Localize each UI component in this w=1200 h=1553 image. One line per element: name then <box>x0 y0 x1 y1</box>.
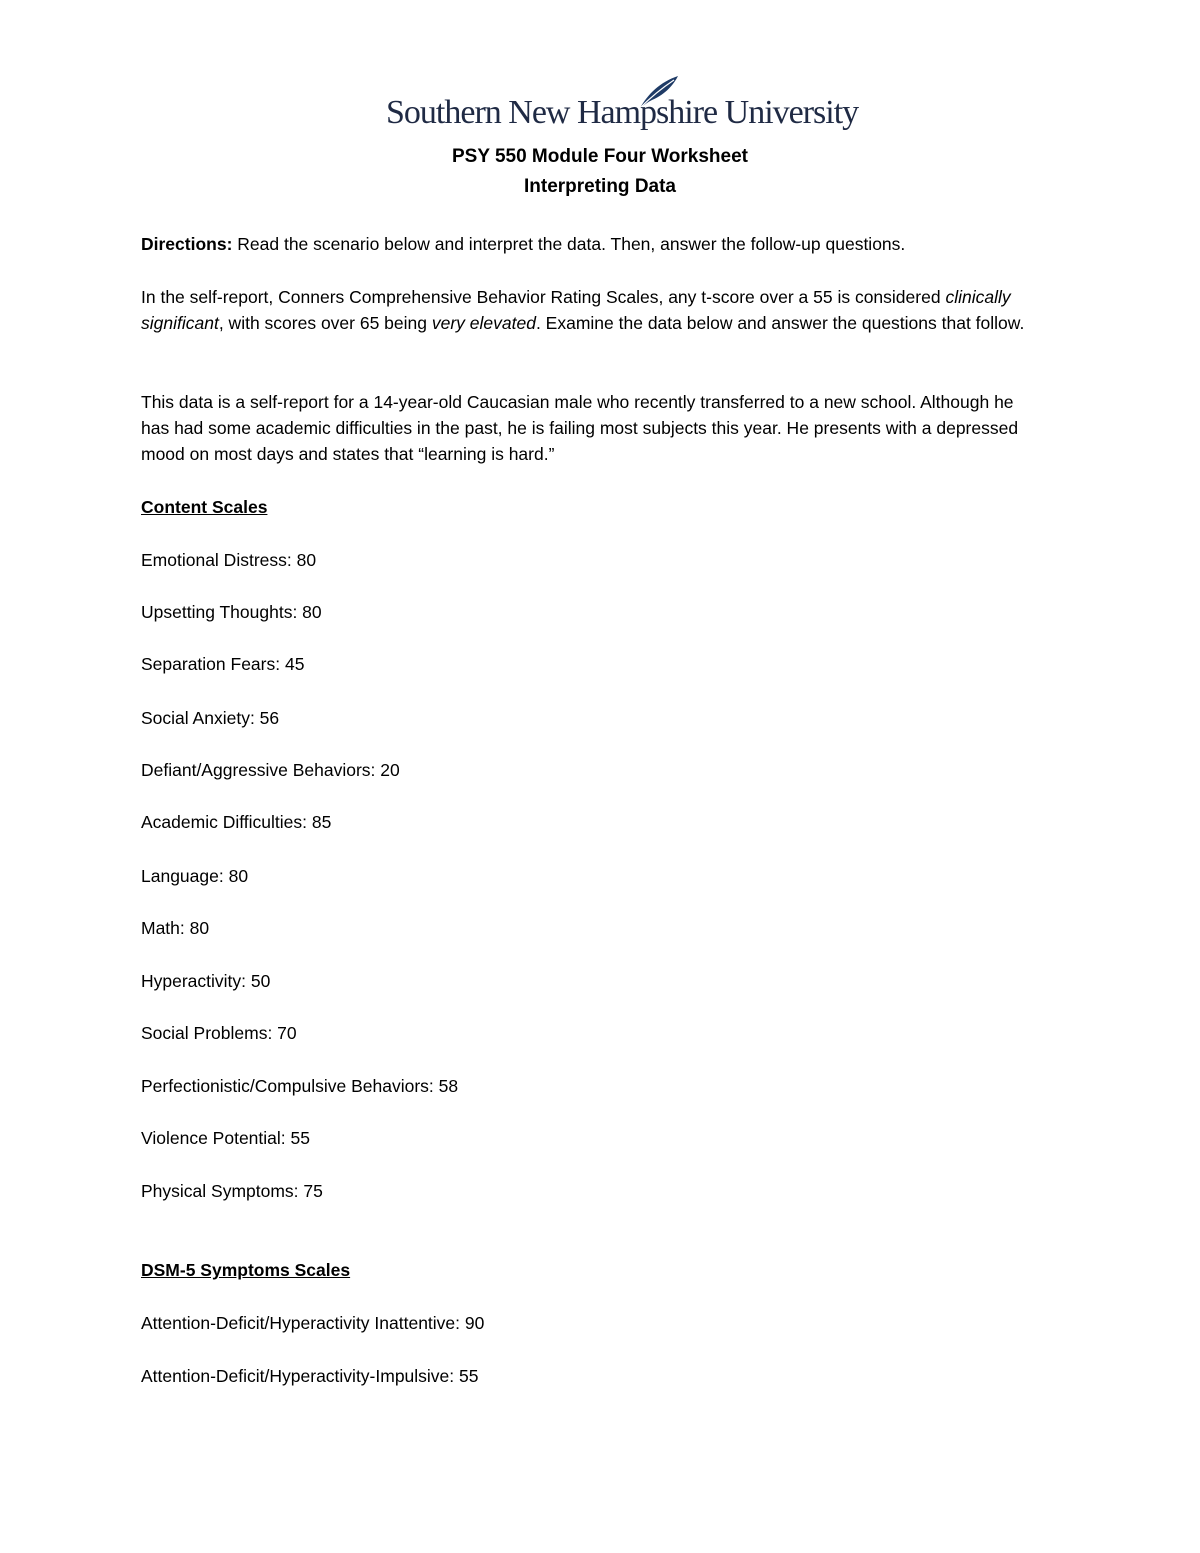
content-scale-item: Separation Fears: 45 <box>141 654 305 674</box>
content-scale-item: Upsetting Thoughts: 80 <box>141 602 322 622</box>
content-scale-item: Defiant/Aggressive Behaviors: 20 <box>141 760 400 780</box>
directions-text: Read the scenario below and interpret the data. Then, answer the follow-up questions. <box>232 234 906 254</box>
directions-label: Directions: <box>141 234 233 254</box>
worksheet-title: PSY 550 Module Four Worksheet <box>452 146 748 167</box>
intro-text-3: . Examine the data below and answer the questions that follow. <box>535 313 1025 333</box>
content-scale-item: Physical Symptoms: 75 <box>141 1181 323 1201</box>
intro-paragraph <box>141 284 1041 336</box>
university-logo <box>386 72 859 138</box>
content-scales-heading: Content Scales <box>141 497 268 517</box>
dsm-scale-item: Attention-Deficit/Hyperactivity-Impulsive: 55 <box>141 1366 479 1386</box>
content-scale-item: Emotional Distress: 80 <box>141 550 317 570</box>
university-logo-text: Southern New Hampshire University <box>386 94 859 131</box>
content-scale-item: Social Anxiety: 56 <box>141 708 280 728</box>
dsm-scales-heading: DSM-5 Symptoms Scales <box>141 1260 351 1280</box>
content-scale-item: Academic Difficulties: 85 <box>141 812 332 832</box>
scenario-paragraph: This data is a self-report for a 14-year-old Caucasian male who recently transferred to a new school. Although he has had some academic difficulties in the past, he is failing most subjects this year. He presents with a depressed mood on most days and states that “learning is hard.” <box>141 392 1019 464</box>
intro-text-1: In the self-report, Conners Comprehensive Behavior Rating Scales, any t-score over a 55 is considered <box>141 287 946 307</box>
worksheet-subtitle: Interpreting Data <box>523 176 677 197</box>
dsm-scale-item: Attention-Deficit/Hyperactivity Inattentive: 90 <box>141 1313 485 1333</box>
intro-emphasis-2: very elevated <box>431 313 536 333</box>
content-scale-item: Hyperactivity: 50 <box>141 971 271 991</box>
content-scale-item: Perfectionistic/Compulsive Behaviors: 58 <box>141 1076 459 1096</box>
content-scale-item: Social Problems: 70 <box>141 1023 297 1043</box>
intro-emphasis-1: clinically significant <box>141 287 1011 333</box>
directions-paragraph <box>141 231 1041 257</box>
content-scale-item: Math: 80 <box>141 918 210 938</box>
content-scale-item: Violence Potential: 55 <box>141 1128 310 1148</box>
intro-text-2: , with scores over 65 being <box>218 313 432 333</box>
content-scale-item: Language: 80 <box>141 866 249 886</box>
